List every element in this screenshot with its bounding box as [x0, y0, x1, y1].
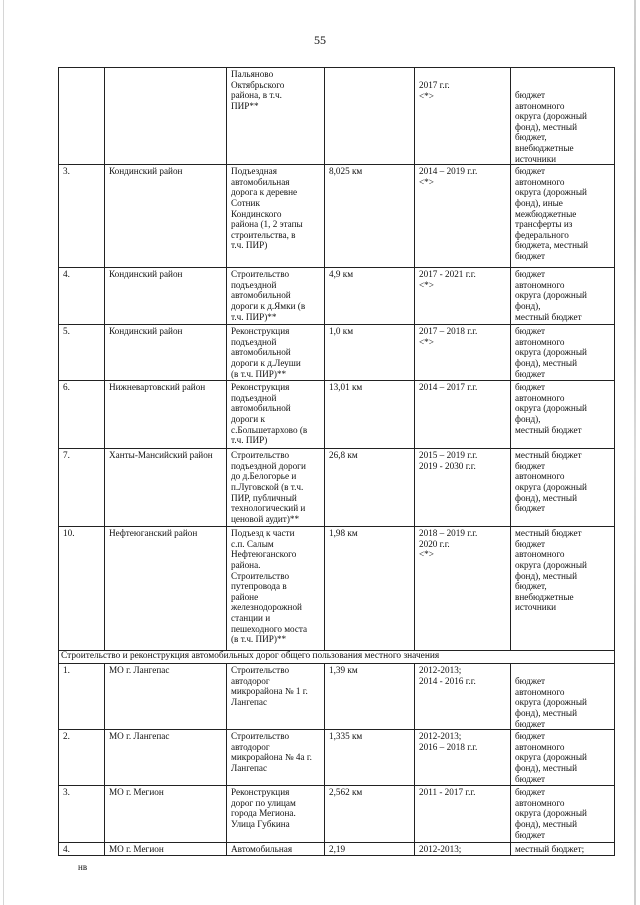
cell-length: 1,335 км — [325, 730, 415, 786]
footer-initials: нв — [78, 862, 88, 872]
cell-length: 4,9 км — [325, 268, 415, 325]
cell-length: 13,01 км — [325, 381, 415, 449]
cell-period: 2017 - 2021 г.г. <*> — [415, 268, 511, 325]
table-row — [59, 527, 615, 651]
cell-district: Кондинский район — [105, 165, 227, 268]
cell-object: Строительство подъездной дороги до д.Белогорье и п.Луговской (в т.ч. ПИР, публичный технологический и ценовой аудит)** — [227, 449, 325, 527]
cell-number: 6. — [59, 381, 105, 449]
table-body — [59, 68, 615, 856]
cell-funding: бюджет автономного округа (дорожный фонд), местный бюджет, внебюджетные источники — [511, 68, 615, 165]
cell-object: Строительство автодорог микрорайона № 1 г. Лангепас — [227, 664, 325, 730]
section-heading-row — [59, 651, 615, 664]
cell-funding: бюджет автономного округа (дорожный фонд), местный бюджет — [511, 325, 615, 381]
cell-district: МО г. Лангепас — [105, 730, 227, 786]
cell-district: Нефтеюганский район — [105, 527, 227, 651]
cell-district: МО г. Мегион — [105, 786, 227, 843]
cell-period: 2011 - 2017 г.г. — [415, 786, 511, 843]
cell-object: Подъездная автомобильная дорога к деревне Сотник Кондинского района (1, 2 этапы строительства, в т.ч. ПИР) — [227, 165, 325, 268]
cell-length: 1,0 км — [325, 325, 415, 381]
table-row — [59, 381, 615, 449]
cell-number: 4. — [59, 268, 105, 325]
cell-object: Автомобильная — [227, 843, 325, 856]
cell-funding: бюджет автономного округа (дорожный фонд), местный бюджет — [511, 268, 615, 325]
cell-funding: местный бюджет; — [511, 843, 615, 856]
table-row — [59, 730, 615, 786]
cell-object: Реконструкция подъездной автомобильной дороги к д.Леуши (в т.ч. ПИР)** — [227, 325, 325, 381]
cell-funding: местный бюджет бюджет автономного округа (дорожный фонд), местный бюджет — [511, 449, 615, 527]
cell-object: Строительство подъездной автомобильной дороги к д.Ямки (в т.ч. ПИР)** — [227, 268, 325, 325]
cell-district: Кондинский район — [105, 268, 227, 325]
cell-period: 2012-2013; — [415, 843, 511, 856]
cell-district: Кондинский район — [105, 325, 227, 381]
section-heading: Строительство и реконструкция автомобильных дорог общего пользования местного значения — [59, 651, 615, 664]
cell-funding: бюджет автономного округа (дорожный фонд), иные межбюджетные трансферты из федерального бюджета, местный бюджет — [511, 165, 615, 268]
cell-funding: бюджет автономного округа (дорожный фонд), местный бюджет — [511, 381, 615, 449]
cell-number: 3. — [59, 786, 105, 843]
cell-district — [105, 68, 227, 165]
cell-object: Пальяново Октябрьского района, в т.ч. ПИР** — [227, 68, 325, 165]
cell-length: 2,562 км — [325, 786, 415, 843]
cell-object: Подъезд к части с.п. Салым Нефтеюганского района. Строительство путепровода в районе железнодорожной станции и пешеходного моста (в т.ч. ПИР)** — [227, 527, 325, 651]
cell-period: 2017 – 2018 г.г. <*> — [415, 325, 511, 381]
cell-number — [59, 68, 105, 165]
page-number: 55 — [314, 33, 326, 47]
cell-period: 2014 – 2017 г.г. — [415, 381, 511, 449]
cell-object: Строительство автодорог микрорайона № 4а г. Лангепас — [227, 730, 325, 786]
cell-funding: бюджет автономного округа (дорожный фонд), местный бюджет — [511, 786, 615, 843]
cell-length: 1,98 км — [325, 527, 415, 651]
table-row — [59, 449, 615, 527]
cell-length: 26,8 км — [325, 449, 415, 527]
table-row — [59, 843, 615, 856]
cell-length: 1,39 км — [325, 664, 415, 730]
cell-number: 4. — [59, 843, 105, 856]
cell-period: 2012-2013; 2016 – 2018 г.г. — [415, 730, 511, 786]
cell-length: 2,19 — [325, 843, 415, 856]
program-table — [58, 67, 615, 856]
cell-period: 2015 – 2019 г.г. 2019 - 2030 г.г. — [415, 449, 511, 527]
table-row — [59, 786, 615, 843]
cell-number: 7. — [59, 449, 105, 527]
cell-funding: бюджет автономного округа (дорожный фонд), местный бюджет — [511, 730, 615, 786]
cell-period: 2017 г.г. <*> — [415, 68, 511, 165]
cell-number: 1. — [59, 664, 105, 730]
cell-number: 2. — [59, 730, 105, 786]
cell-object: Реконструкция подъездной автомобильной дороги к с.Большетархово (в т.ч. ПИР) — [227, 381, 325, 449]
cell-period: 2018 – 2019 г.г. 2020 г.г. <*> — [415, 527, 511, 651]
cell-district: МО г. Мегион — [105, 843, 227, 856]
cell-number: 3. — [59, 165, 105, 268]
cell-number: 10. — [59, 527, 105, 651]
cell-length — [325, 68, 415, 165]
cell-length: 8,025 км — [325, 165, 415, 268]
cell-object: Реконструкция дорог по улицам города Мегиона. Улица Губкина — [227, 786, 325, 843]
cell-number: 5. — [59, 325, 105, 381]
table-row — [59, 68, 615, 165]
cell-funding: местный бюджет бюджет автономного округа (дорожный фонд), местный бюджет, внебюджетные источники — [511, 527, 615, 651]
table-row — [59, 325, 615, 381]
cell-funding: бюджет автономного округа (дорожный фонд), местный бюджет — [511, 664, 615, 730]
cell-district: МО г. Лангепас — [105, 664, 227, 730]
scan-edge-left — [3, 0, 4, 905]
cell-period: 2014 – 2019 г.г. <*> — [415, 165, 511, 268]
table-row — [59, 664, 615, 730]
table-row — [59, 268, 615, 325]
table-row — [59, 165, 615, 268]
scan-edge-right — [634, 0, 636, 905]
cell-period: 2012-2013; 2014 - 2016 г.г. — [415, 664, 511, 730]
cell-district: Ханты-Мансийский район — [105, 449, 227, 527]
cell-district: Нижневартовский район — [105, 381, 227, 449]
